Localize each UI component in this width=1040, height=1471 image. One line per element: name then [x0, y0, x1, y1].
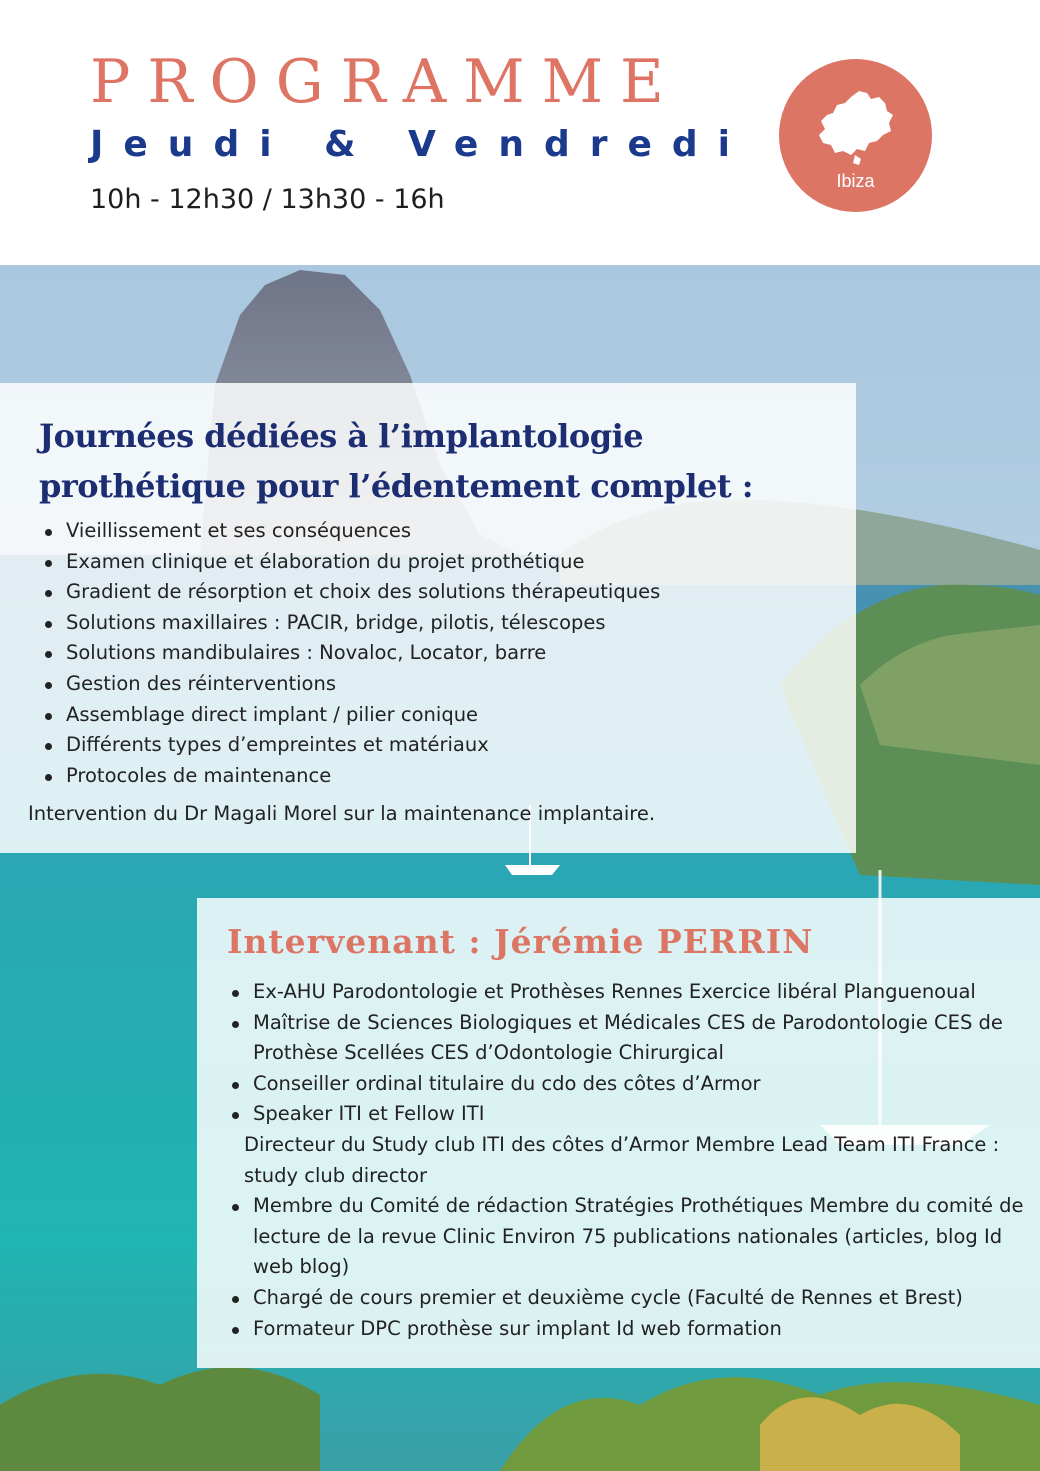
- list-item: Différents types d’empreintes et matériaux: [40, 730, 660, 761]
- location-badge: [779, 59, 932, 212]
- list-item: Maîtrise de Sciences Biologiques et Médicales CES de Parodontologie CES de Prothèse Scellées CES d’Odontologie Chirurgical: [227, 1008, 1027, 1069]
- list-item: Vieillissement et ses conséquences: [40, 516, 660, 547]
- header: [0, 0, 1040, 265]
- badge-label: Ibiza: [836, 171, 875, 191]
- list-item: Chargé de cours premier et deuxième cycle (Faculté de Rennes et Brest): [227, 1283, 1027, 1314]
- intervention-note: Intervention du Dr Magali Morel sur la maintenance implantaire.: [28, 802, 656, 825]
- schedule-hours: 10h - 12h30 / 13h30 - 16h: [90, 184, 445, 215]
- list-item: Formateur DPC prothèse sur implant Id web formation: [227, 1314, 1027, 1345]
- list-item: Assemblage direct implant / pilier conique: [40, 700, 660, 731]
- page-title: PROGRAMME: [90, 47, 681, 117]
- program-heading: Journées dédiées à l’implantologie prothétique pour l’édentement complet :: [39, 417, 754, 505]
- topic-list: [40, 516, 660, 791]
- speaker-bio-list: [227, 977, 1027, 1344]
- list-item: Protocoles de maintenance: [40, 761, 660, 792]
- speaker-panel: [197, 898, 1040, 1368]
- list-item: Speaker ITI et Fellow ITI: [227, 1099, 1027, 1130]
- list-item: Conseiller ordinal titulaire du cdo des côtes d’Armor: [227, 1069, 1027, 1100]
- speaker-heading: Intervenant : Jérémie PERRIN: [227, 922, 814, 961]
- list-item: Ex-AHU Parodontologie et Prothèses Rennes Exercice libéral Planguenoual: [227, 977, 1027, 1008]
- island-map-icon: [815, 89, 895, 167]
- list-item: Examen clinique et élaboration du projet prothétique: [40, 547, 660, 578]
- list-item: Solutions maxillaires : PACIR, bridge, pilotis, télescopes: [40, 608, 660, 639]
- days-subtitle: Jeudi & Vendredi: [90, 124, 750, 165]
- list-item-continuation: Directeur du Study club ITI des côtes d’Armor Membre Lead Team ITI France : study club director: [244, 1132, 1000, 1187]
- program-panel: [0, 383, 856, 853]
- list-item: Membre du Comité de rédaction Stratégies Prothétiques Membre du comité de lecture de la revue Clinic Environ 75 publications nationales (articles, blog Id web blog): [227, 1191, 1027, 1283]
- list-item: Solutions mandibulaires : Novaloc, Locator, barre: [40, 638, 660, 669]
- list-item: Gestion des réinterventions: [40, 669, 660, 700]
- list-item: Gradient de résorption et choix des solutions thérapeutiques: [40, 577, 660, 608]
